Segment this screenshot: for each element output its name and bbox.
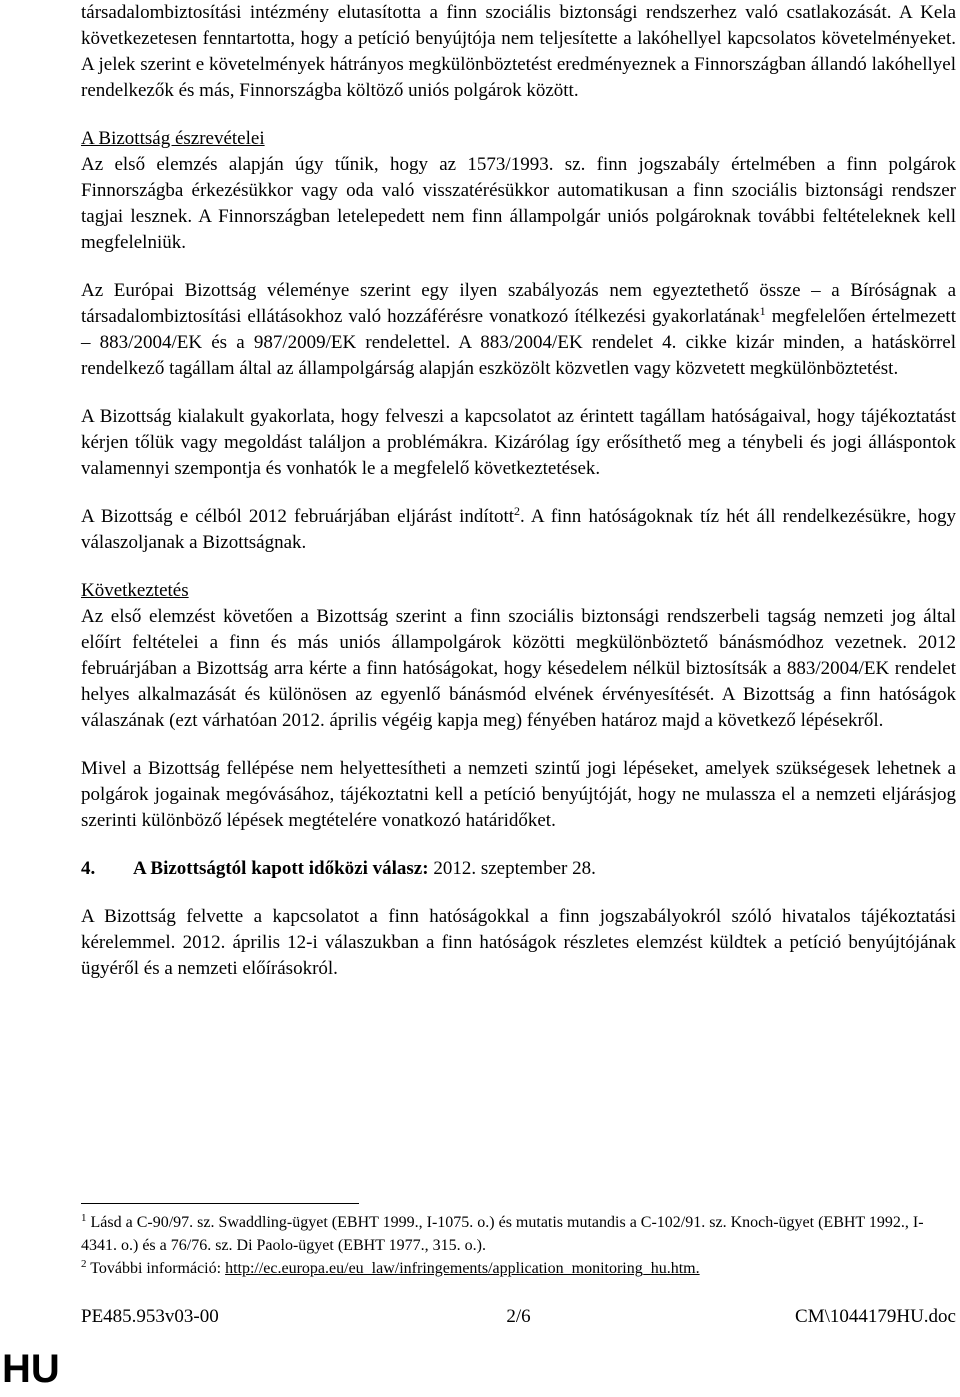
heading-observations-text: A Bizottság észrevételei	[81, 128, 265, 149]
heading-commission-observations	[81, 126, 956, 152]
footnote-separator	[81, 1203, 359, 1204]
paragraph-conclusion-1: Az első elemzést követően a Bizottság szerint a finn szociális biztonsági rendszerbeli tagság nemzeti jog által előírt feltételei a finn és más uniós állampolgárok közötti megkülönböztető bánásmódhoz vezetnek. 2012 februárjában a Bizottság arra kérte a finn hatóságokat, hogy késedelem nélkül biztosítsák a 883/2004/EK rendelet helyes alkalmazását és különösen az egyenlő bánásmód elvének érvényesítését. A Bizottság a finn hatóságok válaszának (ezt várhatóan 2012. április végéig kapja meg) fényében határoz majd a következő lépésekről.	[81, 606, 956, 731]
paragraph-observations-4	[81, 504, 956, 556]
section-4-title: A Bizottságtól kapott időközi válasz:	[133, 858, 429, 879]
paragraph-section-4: A Bizottság felvette a kapcsolatot a finn hatóságokkal a finn jogszabályokról szóló hivatalos tájékoztatási kérelemmel. 2012. április 12-i válaszukban a finn hatóságok részletes elemzést küldtek a petíció benyújtójának ügyéről és a nemzeti előírásokról.	[81, 906, 956, 979]
footnote-1-text: Lásd a C-90/97. sz. Swaddling-ügyet (EBHT 1999., I-1075. o.) és mutatis mutandis a C-102/91. sz. Knoch-ügyet (EBHT 1992., I-4341. o.) és a 76/76. sz. Di Paolo-ügyet (EBHT 1977., 315. o.).	[81, 1214, 924, 1254]
paragraph-observations-1: Az első elemzés alapján úgy tűnik, hogy az 1573/1993. sz. finn jogszabály értelmében a finn polgárok Finnországba érkezésükkor vagy oda való visszatérésükkor automatikusan a finn szociális biztonsági rendszer tagjai lesznek. A Finnországban letelepedett nem finn állampolgár uniós polgároknak további feltételeknek kell megfelelniük.	[81, 154, 956, 253]
paragraph-observations-3: A Bizottság kialakult gyakorlata, hogy felveszi a kapcsolatot az érintett tagállam hatóságaival, hogy tájékoztatást kérjen tőlük vagy megoldást találjon a problémákra. Kizárólag így erősíthető meg a ténybeli és jogi álláspontok valamennyi szempontja és vonhatók le a megfelelő következtetések.	[81, 406, 956, 479]
footer-doc-ref: PE485.953v03-00	[81, 1306, 219, 1327]
paragraph-conclusion-2: Mivel a Bizottság fellépése nem helyettesítheti a nemzeti szintű jogi lépéseket, amelyek szükségesek lehetnek a polgárok jogainak megóvásához, tájékoztatni kell a petíció benyújtóját, hogy ne mulassza el a nemzeti eljárásjog szerinti különböző lépések megtételére vonatkozó határidőket.	[81, 758, 956, 831]
footer-page-number: 2/6	[506, 1306, 531, 1327]
footnote-1	[81, 1211, 956, 1257]
footnote-2-mark: 2	[81, 1258, 87, 1270]
footnote-2-text: További információ:	[86, 1260, 226, 1277]
observations-4-text-b: . A finn hatóságoknak tíz hét áll rendelkezésükre, hogy válaszoljanak a Bizottságnak.	[81, 506, 957, 553]
language-code: HU	[2, 1347, 60, 1391]
paragraph-observations-2	[81, 278, 956, 382]
heading-conclusion-text: Következtetés	[81, 580, 189, 601]
footnote-ref-2[interactable]: 2	[514, 504, 521, 518]
section-4-heading	[81, 856, 956, 882]
footer-file-ref: CM\1044179HU.doc	[795, 1306, 956, 1327]
section-4-date: 2012. szeptember 28.	[428, 858, 596, 879]
heading-conclusion	[81, 578, 956, 604]
footnote-ref-1[interactable]: 1	[759, 304, 766, 318]
observations-2-text-b: megfelelően értelmezett – 883/2004/EK és a 987/2009/EK rendelettel. A 883/2004/EK rendelet 4. cikke kizár minden, a hatáskörrel rendelkező tagállam által az állampolgárság alapján eszközölt közvetlen vagy közvetett megkülönböztetést.	[81, 306, 956, 379]
document-body	[81, 0, 956, 982]
footnote-2	[81, 1257, 956, 1280]
section-4-number: 4.	[81, 858, 96, 879]
observations-2-text-a: Az Európai Bizottság véleménye szerint egy ilyen szabályozás nem egyeztethető össze – a Bíróságnak a társadalombiztosítási ellátásokhoz való hozzáférésre vonatkozó ítélkezési gyakorlatának	[81, 280, 956, 327]
observations-4-text-a: A Bizottság e célból 2012 februárjában eljárást indított	[81, 506, 515, 527]
footnotes	[81, 1211, 956, 1280]
paragraph-intro: társadalombiztosítási intézmény elutasította a finn szociális biztonsági rendszerhez való csatlakozását. A Kela következetesen fenntartotta, hogy a petíció benyújtója nem teljesítette a lakóhellyel kapcsolatos követelményeket. A jelek szerint e követelmények hátrányos megkülönböztetést eredményeznek a Finnországban állandó lakóhellyel rendelkezők és más, Finnországba költöző uniós polgárok között.	[81, 2, 956, 101]
footnote-1-mark: 1	[81, 1212, 87, 1224]
footnote-2-link[interactable]: http://ec.europa.eu/eu_law/infringements/application_monitoring_hu.htm.	[225, 1260, 700, 1277]
